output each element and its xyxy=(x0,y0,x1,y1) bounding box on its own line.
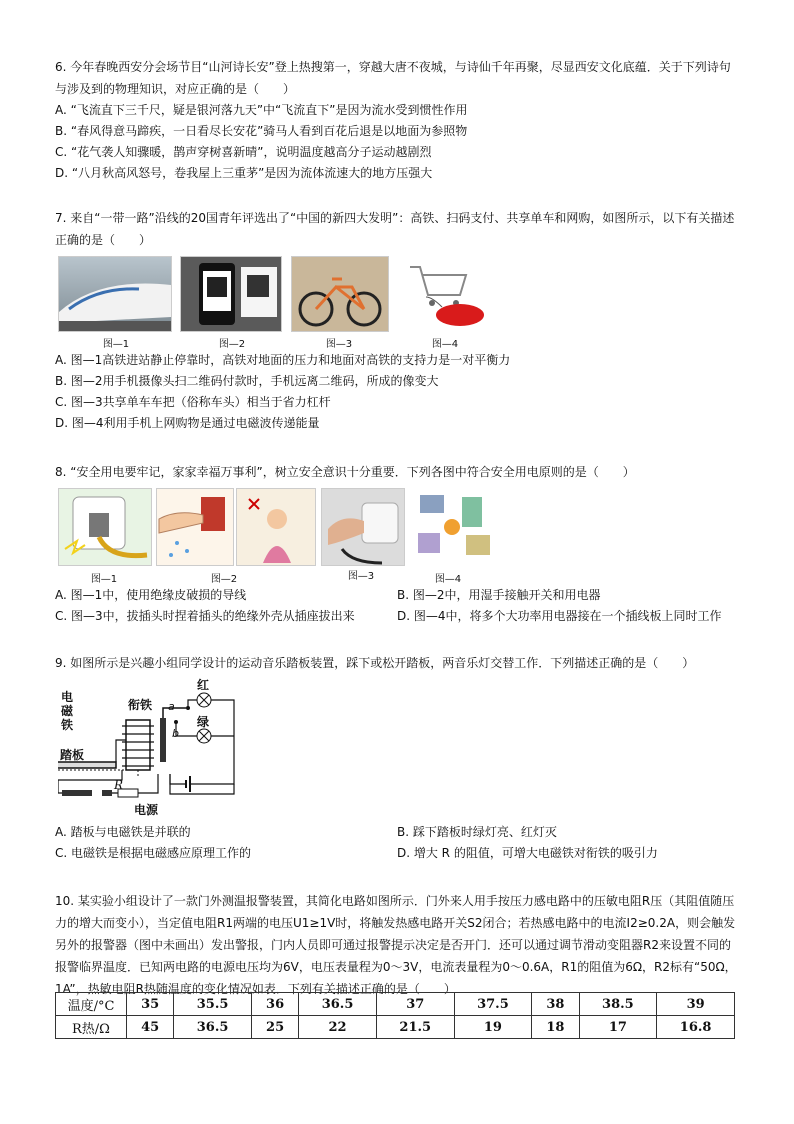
resistance-cell: 36.5 xyxy=(174,1016,252,1039)
temp-cell: 39 xyxy=(657,993,735,1016)
q7-caption-4: 图—4 xyxy=(431,339,459,350)
q10-stem: 10. 某实验小组设计了一款门外测温报警装置，其简化电路如图所示．门外来人用手按压力感电路中的压敏电阻R压（其阻值随压力的增大而变小），当定值电阻R1两端的电压U1≥1V时，将触发热感电路开关S2闭合；若热感电路中的电流I2≥0.2A，则会触发另外的报警器（图中未画出）发出警报，门内人员即可通过报警提示决定是否开门．还可以通过调节滑动变阻器R2来设置不同的报警临界温度．已知两电路的电源电压均为6V，电压表量程为0～3V，电流表量程为0～0.6A，R1的阻值为6Ω，R2标有“50Ω，1A”，热敏电阻R热随温度的变化情况如表．下列有关描述正确的是（ ） xyxy=(55,894,737,996)
q8-figure-2b-cartoon xyxy=(236,488,316,566)
q6-option-a[interactable]: A. “飞流直下三千尺，疑是银河落九天”中“飞流直下”是因为流水受到惯性作用 xyxy=(55,103,468,117)
q6-option-d[interactable]: D. “八月秋高风怒号，卷我屋上三重茅”是因为流体流速大的地方压强大 xyxy=(55,166,433,180)
q8-figures xyxy=(58,488,497,566)
q7-caption-3: 图—3 xyxy=(325,339,353,350)
q9-option-b[interactable]: B. 踩下踏板时绿灯亮、红灯灭 xyxy=(397,825,557,839)
q9-stem: 9. 如图所示是兴趣小组同学设计的运动音乐踏板装置，踩下或松开踏板，两音乐灯交替工作．下列描述正确的是（ ） xyxy=(55,656,695,670)
q7-figures xyxy=(58,256,489,332)
q8-figure-4-overload xyxy=(411,488,497,566)
temp-cell: 37 xyxy=(376,993,454,1016)
temp-cell: 35.5 xyxy=(174,993,252,1016)
bicycle-icon xyxy=(292,257,388,331)
q8-stem: 8. “安全用电要牢记，家家幸福万事利”，树立安全意识十分重要．下列各图中符合安全用电原则的是（ ） xyxy=(55,465,635,479)
train-icon xyxy=(59,257,171,331)
question-7-options xyxy=(55,350,740,434)
q9-label-green: 绿 xyxy=(197,715,210,729)
question-6 xyxy=(55,56,740,184)
q7-stem: 7. 来自“一带一路”沿线的20国青年评选出了“中国的新四大发明”：高铁、扫码支付、共享单车和网购，如图所示，以下有关描述正确的是（ ） xyxy=(55,211,735,247)
q6-option-c[interactable]: C. “花气袭人知骤暖，鹊声穿树喜新晴”，说明温度越高分子运动越剧烈 xyxy=(55,145,432,159)
q7-figure-1-high-speed-train xyxy=(58,256,172,332)
question-9 xyxy=(55,652,740,674)
cart-mouse-icon xyxy=(402,257,488,331)
person-icon xyxy=(237,489,315,565)
socket-icon xyxy=(59,489,151,565)
q9-option-a[interactable]: A. 踏板与电磁铁是并联的 xyxy=(55,825,191,839)
q7-option-d[interactable]: D. 图—4利用手机上网购物是通过电磁波传递能量 xyxy=(55,416,320,430)
q8-caption-3: 图—3 xyxy=(347,571,375,582)
resistance-cell: 16.8 xyxy=(657,1016,735,1039)
q9-label-pedal: 踏板 xyxy=(60,748,85,762)
q9-label-a: a xyxy=(168,700,175,713)
q9-circuit-diagram xyxy=(58,676,258,814)
q9-label-b: b xyxy=(172,727,179,740)
temp-cell: 38 xyxy=(532,993,579,1016)
q8-option-b[interactable]: B. 图—2中，用湿手接触开关和用电器 xyxy=(397,588,601,602)
temp-cell: 35 xyxy=(127,993,174,1016)
phone-qr-icon xyxy=(181,257,281,331)
table-row xyxy=(56,1016,735,1039)
temp-cell: 36 xyxy=(251,993,298,1016)
q10-row2-label: R热/Ω xyxy=(56,1016,127,1039)
q9-label-source: 电源 xyxy=(134,803,159,817)
question-10 xyxy=(55,890,740,1000)
resistance-cell: 21.5 xyxy=(376,1016,454,1039)
temp-cell: 36.5 xyxy=(299,993,377,1016)
q9-label-r: R xyxy=(114,778,124,792)
q8-option-d[interactable]: D. 图—4中，将多个大功率用电器接在一个插线板上同时工作 xyxy=(397,609,722,623)
q8-figure-3-unplug xyxy=(321,488,405,566)
resistance-cell: 18 xyxy=(532,1016,579,1039)
q7-caption-2: 图—2 xyxy=(218,339,246,350)
q7-option-c[interactable]: C. 图—3共享单车车把（俗称车头）相当于省力杠杆 xyxy=(55,395,331,409)
q7-figure-4-online-shopping xyxy=(401,256,489,332)
q10-row1-label: 温度/°C xyxy=(56,993,127,1016)
q9-label-armature: 衔铁 xyxy=(128,698,153,712)
q8-figure-1-damaged-wire xyxy=(58,488,152,566)
resistance-cell: 22 xyxy=(299,1016,377,1039)
plug-icon xyxy=(322,489,404,565)
q9-option-d[interactable]: D. 增大 R 的阻值，可增大电磁铁对衔铁的吸引力 xyxy=(397,846,658,860)
q8-option-a[interactable]: A. 图—1中，使用绝缘皮破损的导线 xyxy=(55,588,247,602)
resistance-cell: 25 xyxy=(251,1016,298,1039)
q7-figure-2-qr-payment xyxy=(180,256,282,332)
q8-caption-2: 图—2 xyxy=(210,574,238,585)
resistance-cell: 19 xyxy=(454,1016,532,1039)
q8-caption-4: 图—4 xyxy=(434,574,462,585)
resistance-cell: 17 xyxy=(579,1016,657,1039)
q9-label-red: 红 xyxy=(197,678,210,692)
question-8 xyxy=(55,461,740,483)
resistance-cell: 45 xyxy=(127,1016,174,1039)
q8-option-c[interactable]: C. 图—3中，拔插头时捏着插头的绝缘外壳从插座拔出来 xyxy=(55,609,355,623)
appliances-icon xyxy=(412,489,496,565)
q8-caption-1: 图—1 xyxy=(90,574,118,585)
q6-stem: 6. 今年春晚西安分会场节目“山河诗长安”登上热搜第一，穿越大唐不夜城，与诗仙千年再聚，尽显西安文化底蕴．关于下列诗句与涉及到的物理知识，对应正确的是（ ） xyxy=(55,60,731,96)
temp-cell: 38.5 xyxy=(579,993,657,1016)
q9-option-c[interactable]: C. 电磁铁是根据电磁感应原理工作的 xyxy=(55,846,252,860)
temp-cell: 37.5 xyxy=(454,993,532,1016)
question-9-options xyxy=(55,822,740,864)
question-7 xyxy=(55,207,740,251)
q9-label-electromagnet: 电磁铁 xyxy=(61,690,74,732)
q7-option-b[interactable]: B. 图—2用手机摄像头扫二维码付款时，手机远离二维码，所成的像变大 xyxy=(55,374,439,388)
question-8-options xyxy=(55,585,740,627)
q7-option-a[interactable]: A. 图—1高铁进站静止停靠时，高铁对地面的压力和地面对高铁的支持力是一对平衡力 xyxy=(55,353,511,367)
table-row xyxy=(56,993,735,1016)
q6-option-b[interactable]: B. “春风得意马蹄疾，一日看尽长安花”骑马人看到百花后退是以地面为参照物 xyxy=(55,124,468,138)
q10-resistance-table xyxy=(55,992,735,1039)
q8-figure-2-wet-hand xyxy=(156,488,234,566)
q7-caption-1: 图—1 xyxy=(102,339,130,350)
q7-figure-3-shared-bike xyxy=(291,256,389,332)
switch-hand-icon xyxy=(157,489,233,565)
